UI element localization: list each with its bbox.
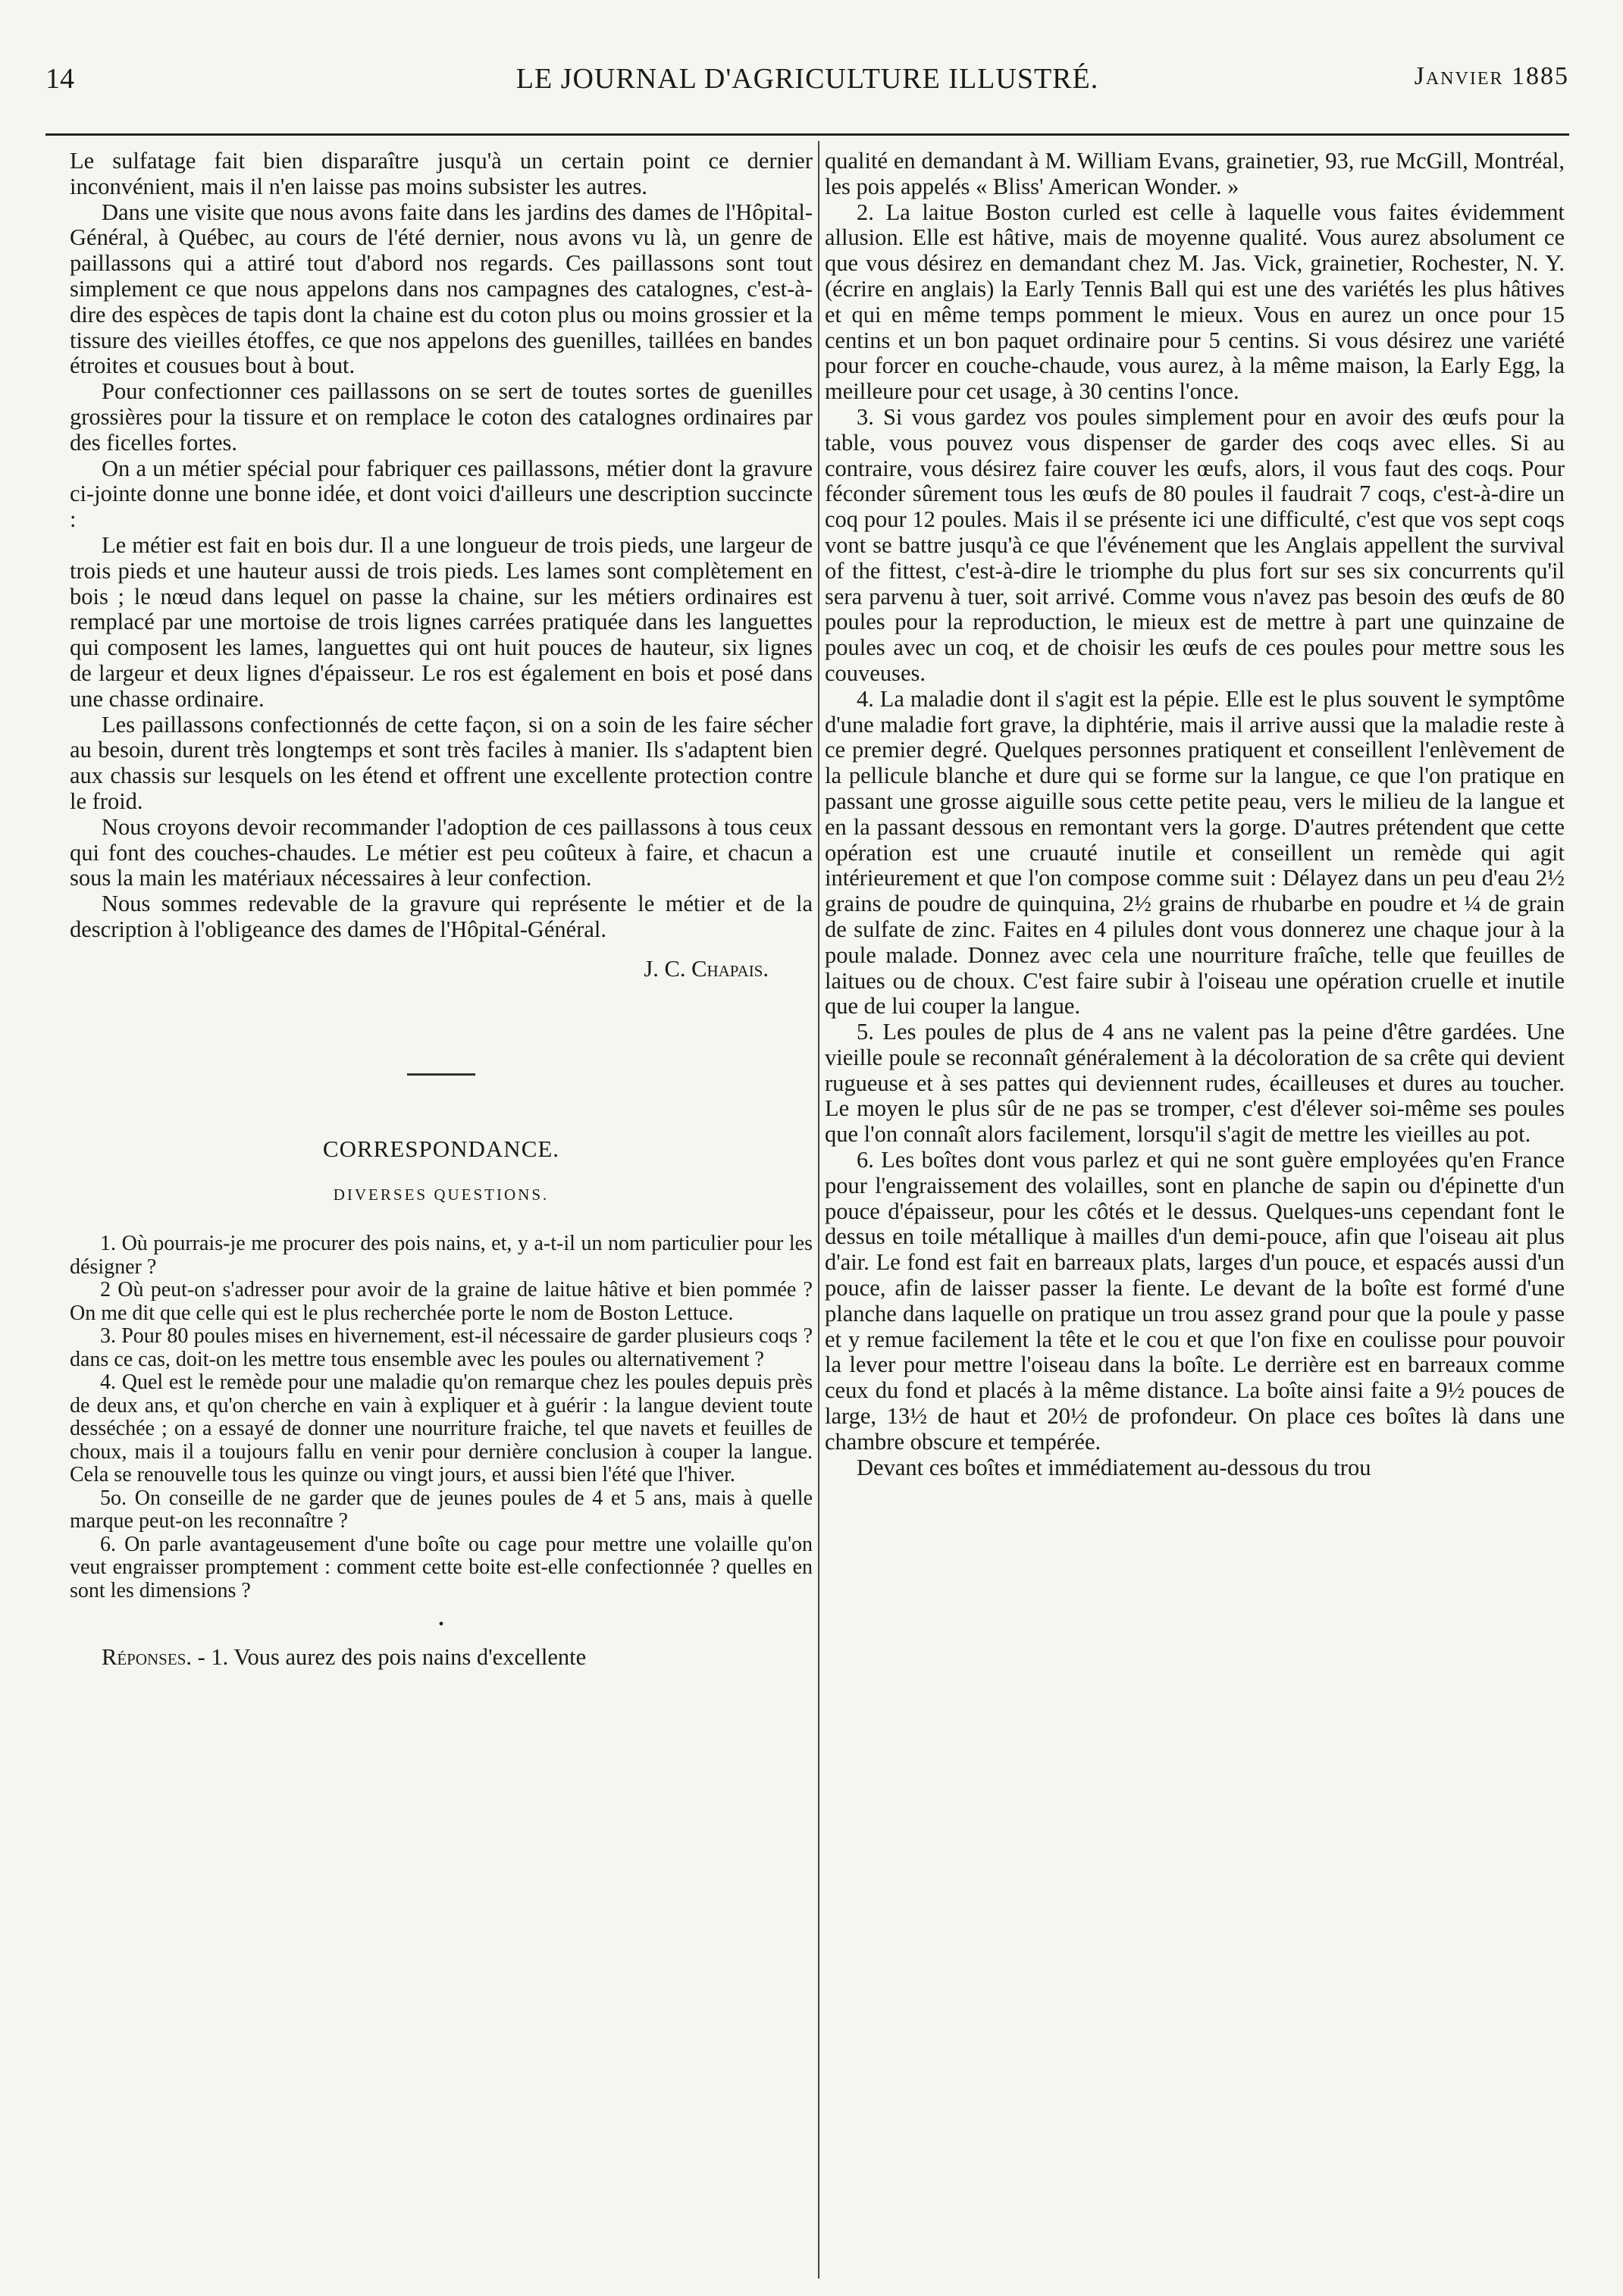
- right-paragraph: 5. Les poules de plus de 4 ans ne valent pas la peine d'être gardées. Une vieille poule se reconnaît généralement à la décoloration de sa crête qui devient rugueuse et à ses pattes qui deviennent rudes, écailleuses et dures au toucher. Le moyen le plus sûr de ne pas se tromper, c'est d'élever soi-même ses poules que l'on connaît alors facilement, lorsqu'il s'agit de mettre les vieilles au pot.: [825, 1019, 1565, 1148]
- right-paragraph: 3. Si vous gardez vos poules simplement pour en avoir des œufs pour la table, vous pouvez vous dispenser de garder des coqs avec elles. Si au contraire, vous désirez faire couver les œufs, alors, il vous faut des coqs. Pour féconder sûrement tous les œufs de 80 poules il faudrait 7 coqs, c'est-à-dire un coq pour 12 poules. Mais il se présente ici une difficulté, c'est que vos sept coqs vont se battre jusqu'à ce que l'événement que les Anglais appellent the survival of the fittest, c'est-à-dire le triomphe du plus fort sur ses six concurrents qu'il sera parvenu à tuer, soit arrivé. Comme vous n'avez pas besoin des œufs de 80 poules pour la reproduction, le mieux est de mettre à part une quinzaine de poules avec un coq, et de choisir les œufs de ces poules pour mettre sous les couveuses.: [825, 403, 1565, 686]
- reponses-label: Réponses.: [102, 1644, 192, 1671]
- question-item: 2 Où peut-on s'adresser pour avoir de la graine de laitue hâtive et bien pommée ? On me dit que celle qui est le plus recherchée porte le nom de Boston Lettuce.: [70, 1278, 813, 1325]
- left-paragraph: Le métier est fait en bois dur. Il a une longueur de trois pieds, une largeur de trois pieds et une hauteur aussi de trois pieds. Les lames sont complètement en bois ; le nœud dans lequel on passe la chaine, sur les métiers ordinaires est remplacé par une mortoise de trois lignes carrées pratiquée dans les languettes qui composent les lames, languettes qui ont huit pouces de hauteur, six lignes de largeur et deux lignes d'épaisseur. Le ros est également en bois et posé dans une chasse ordinaire.: [70, 531, 813, 712]
- issue-date: Janvier 1885: [1414, 62, 1569, 90]
- questions-list: [70, 1233, 813, 1602]
- right-paragraph: Devant ces boîtes et immédiatement au-dessous du trou: [857, 1454, 1371, 1480]
- separator-dot: •: [438, 1616, 444, 1634]
- section-divider: [407, 1073, 475, 1076]
- question-item: 4. Quel est le remède pour une maladie qu'on remarque chez les poules depuis près de deux ans, et qu'on cherche en vain à expliquer et à guérir : la langue devient toute desséchée ; on a essayé de donner une nourriture fraiche, tel que navets et feuilles de choux, mais il a toujours fallu en venir pour dernière conclusion à couper la langue. Cela se renouvelle tous les quinze ou vingt jours, et aussi bien l'été que l'hiver.: [70, 1370, 813, 1487]
- right-paragraph: qualité en demandant à M. William Evans, grainetier, 93, rue McGill, Montréal, les pois appelés « Bliss' American Wonder. »: [825, 148, 1565, 199]
- left-paragraph: Nous sommes redevable de la gravure qui représente le métier et de la description à l'obligeance des dames de l'Hôpital-Général.: [70, 891, 813, 942]
- page-number: 14: [45, 63, 74, 95]
- section-subtitle: DIVERSES QUESTIONS.: [333, 1186, 550, 1204]
- left-paragraph: Dans une visite que nous avons faite dans les jardins des dames de l'Hôpital-Général, à Québec, au cours de l'été dernier, nous avons vu là, un genre de paillassons qui a attiré tout d'abord nos regards. Ces paillassons sont tout simplement ce que nous appelons dans nos campagnes des catalognes, c'est-à-dire des espèces de tapis dont la chaine est du coton plus ou moins grossier et la tissure des vieilles étoffes, ce que nos appelons des guenilles, taillées en bandes étroites et cousues bout à bout.: [70, 199, 813, 379]
- reponses-text: - 1. Vous aurez des pois nains d'excellente: [197, 1644, 587, 1671]
- left-paragraph: Pour confectionner ces paillassons on se sert de toutes sortes de guenilles grossières pour la tissure et on remplace le coton des catalognes ordinaires par des ficelles fortes.: [70, 378, 813, 456]
- header-rule: [45, 133, 1569, 136]
- section-title: CORRESPONDANCE.: [322, 1135, 560, 1162]
- left-paragraph: Les paillassons confectionnés de cette façon, si on a soin de les faire sécher au besoin, durent très longtemps et sont très faciles à manier. Ils s'adaptent bien aux chassis sur lesquels on les étend et offrent une excellente protection contre le froid.: [70, 711, 813, 814]
- left-paragraph: On a un métier spécial pour fabriquer ces paillassons, métier dont la gravure ci-jointe donne une bonne idée, et dont voici d'ailleurs une description succincte :: [70, 455, 813, 533]
- page-header: [45, 62, 1569, 108]
- left-column: [70, 149, 813, 1671]
- right-paragraph: 2. La laitue Boston curled est celle à laquelle vous faites évidemment allusion. Elle est hâtive, mais de moyenne qualité. Vous aurez absolument ce que vous désirez en demandant chez M. Jas. Vick, grainetier, Rochester, N. Y. (écrire en anglais) la Early Tennis Ball qui est une des variétés les plus hâtives et qui en même temps pomment le mieux. Vous en aurez un once pour 15 centins et un bon paquet ordinaire pour 5 centins. Si vous désirez une variété pour forcer en couche-chaude, vous aurez, à la même maison, la Early Egg, la meilleure pour cet usage, à 30 centins l'once.: [825, 199, 1565, 405]
- question-item: 3. Pour 80 poules mises en hivernement, est-il nécessaire de garder plusieurs coqs ? dans ce cas, doit-on les mettre tous ensemble avec les poules ou alternativement ?: [70, 1324, 813, 1371]
- left-paragraph: Nous croyons devoir recommander l'adoption de ces paillassons à tous ceux qui font des couches-chaudes. Le métier est peu coûteux à faire, et chacun a sous la main les matériaux nécessaires à leur confection.: [70, 813, 813, 891]
- question-item: 1. Où pourrais-je me procurer des pois nains, et, y a-t-il un nom particulier pour les désigner ?: [70, 1232, 813, 1279]
- question-item: 5o. On conseille de ne garder que de jeunes poules de 4 et 5 ans, mais à quelle marque peut-on les reconnaître ?: [70, 1486, 813, 1533]
- left-paragraph: Le sulfatage fait bien disparaître jusqu'à un certain point ce dernier inconvénient, mais il n'en laisse pas moins subsister les autres.: [70, 148, 813, 199]
- journal-title: LE JOURNAL D'AGRICULTURE ILLUSTRÉ.: [515, 63, 1099, 95]
- question-item: 6. On parle avantageusement d'une boîte ou cage pour mettre une volaille qu'on veut engraisser promptement : comment cette boite est-elle confectionnée ? quelles en sont les dimensions ?: [70, 1532, 813, 1602]
- right-paragraph: 4. La maladie dont il s'agit est la pépie. Elle est le plus souvent le symptôme d'une maladie fort grave, la diphtérie, mais il arrive aussi que la maladie reste à ce premier degré. Quelques personnes pratiquent et conseillent l'enlèvement de la pellicule blanche et dure qui se forme sur la langue, ce que l'on pratique en passant une grosse aiguille sous cette petite peau, vers le milieu de la langue et en la passant dessous en remontant vers la gorge. D'autres prétendent que cette opération est une cruauté inutile et conseillent un remède qui agit intérieurement et que l'on compose comme suit : Délayez dans un peu d'eau 2½ grains de poudre de quinquina, 2½ grains de rhubarbe en poudre et ¼ de grain de sulfate de zinc. Faites en 4 pilules dont vous donnerez une chaque jour à la poule malade. Donnez avec cela une nourriture fraîche, telle que feuilles de laitues ou de choux. C'est faire subir à l'oiseau une opération cruelle et inutile que de lui couper la langue.: [825, 685, 1565, 1020]
- reponses-paragraph: [70, 1645, 813, 1671]
- right-column: [825, 149, 1565, 1480]
- right-paragraph: 6. Les boîtes dont vous parlez et qui ne sont guère employées qu'en France pour l'engraissement des volailles, sont en planche de sapin ou d'épinette d'un pouce d'épaisseur, pour les côtés et le dessus. Quelques-uns cependant font le dessus en toile métallique à mailles d'un demi-pouce, afin que l'oiseau ait plus d'air. Le fond est fait en barreaux plats, larges d'un pouce, et espacés aussi d'un pouce, afin de laisser passer la fiente. Le devant de la boîte est formé d'une planche dans laquelle on pratique un trou assez grand pour que la poule y passe et y remue facilement la tête et le cou et que l'on fixe en coulisse pour pouvoir la lever pour mettre l'oiseau dans la boîte. Le derrière est en barreaux comme ceux du fond et placés à la même distance. La boîte ainsi faite a 9½ pouces de large, 13½ de haut et 20½ de profondeur. On place ces boîtes là dans une chambre obscure et tempérée.: [825, 1147, 1565, 1455]
- column-divider: [818, 141, 819, 2279]
- author-signature: J. C. Chapais.: [644, 955, 769, 982]
